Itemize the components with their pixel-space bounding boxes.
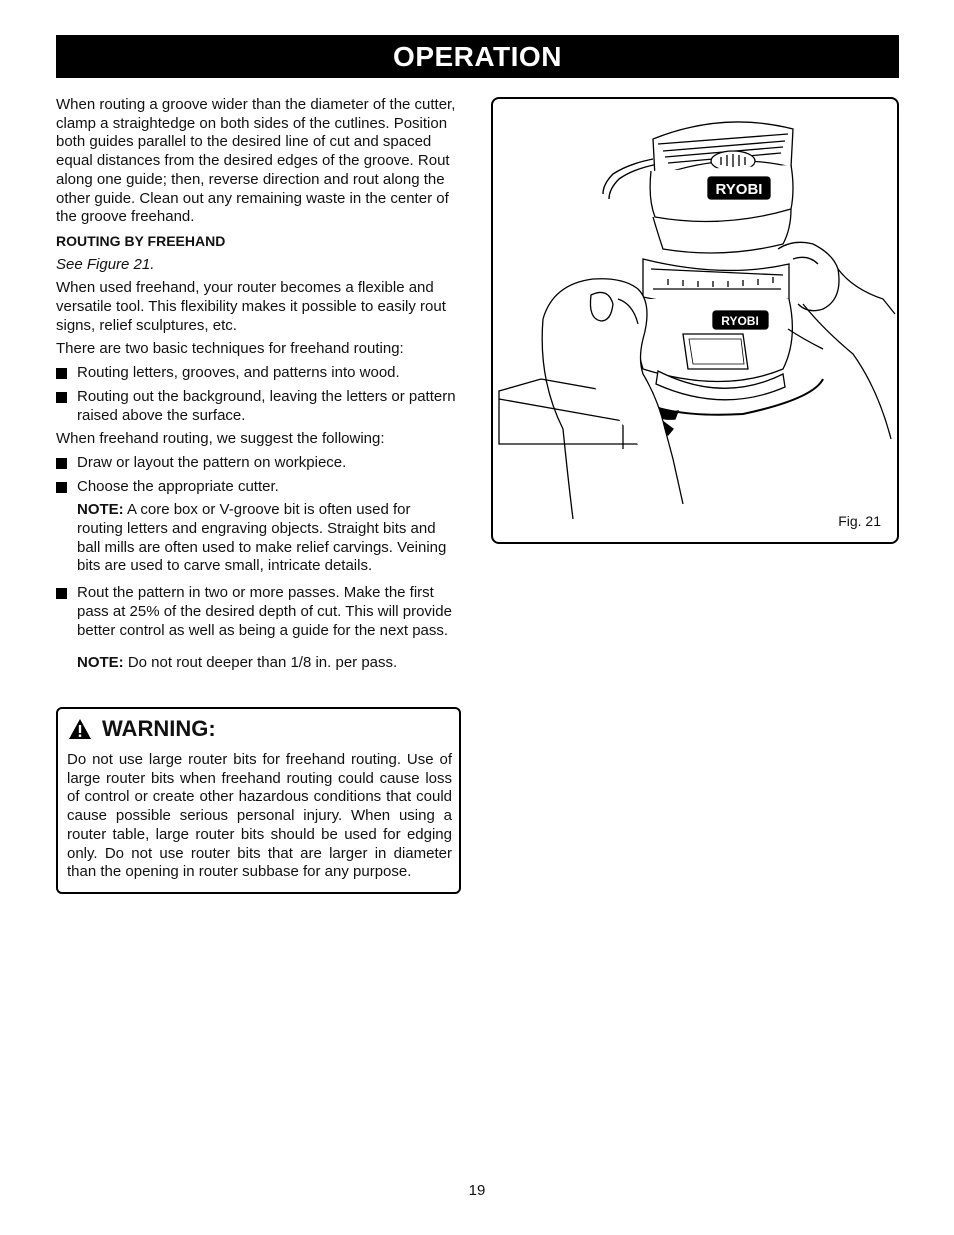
suggestions-intro: When freehand routing, we suggest the following: <box>56 430 385 448</box>
bullet-square-icon <box>56 458 67 469</box>
router-illustration <box>493 99 897 542</box>
list-item: Draw or layout the pattern on workpiece. <box>56 454 456 473</box>
list-item: Routing letters, grooves, and patterns into wood. <box>56 364 456 383</box>
list-item: Choose the appropriate cutter. <box>56 478 456 497</box>
figure-reference: See Figure 21. <box>56 255 155 273</box>
list-item: Routing out the background, leaving the letters or pattern raised above the surface. <box>56 388 456 425</box>
techniques-intro: There are two basic techniques for freehand routing: <box>56 340 404 358</box>
bullet-square-icon <box>56 392 67 403</box>
warning-text: Do not use large router bits for freehand routing. Use of large router bits when freehand routing could cause loss of control or create other hazardous conditions that could cause possible serious personal injury. When using a router table, large router bits should be used for edging only. Do not use router bits that are larger in diameter than the opening in router subbase for any purpose. <box>67 751 452 881</box>
warning-title: WARNING: <box>102 716 216 741</box>
left-column <box>56 96 456 678</box>
warning-header <box>68 716 216 742</box>
page-number: 19 <box>468 1182 486 1199</box>
section-header-bar <box>56 35 899 78</box>
freehand-paragraph: When used freehand, your router becomes a flexible and versatile tool. This flexibility makes it possible to easily rout signs, relief sculptures, etc. <box>56 279 446 334</box>
intro-paragraph: When routing a groove wider than the diameter of the cutter, clamp a straightedge on both sides of the cutlines. Position both guides parallel to the desired line of cut and spaced equal distances from the desired edges of the groove. Rout along one guide; then, reverse direction and rout along the other guide. Clean out any remaining waste in the center of the groove freehand. <box>56 96 456 226</box>
figure-caption: Fig. 21 <box>838 513 881 529</box>
section-title: OPERATION <box>393 41 562 72</box>
list-item: Rout the pattern in two or more passes. Make the first pass at 25% of the desired depth of cut. This will provide better control as well as being a guide for the next pass. <box>56 584 456 640</box>
figure-21-box <box>491 97 899 544</box>
note-bit-types: NOTE: A core box or V-groove bit is often used for routing letters and engraving objects. Straight bits and ball mills are often used to make relief carvings. Veining bits are used to carve small, intricate details. <box>77 501 447 575</box>
subsection-heading: ROUTING BY FREEHAND <box>56 232 226 249</box>
note-depth: NOTE: Do not rout deeper than 1/8 in. per pass. <box>77 654 398 672</box>
brand-label-top: RYOBI <box>715 181 763 198</box>
warning-box <box>56 707 461 894</box>
bullet-square-icon <box>56 482 67 493</box>
brand-label-base: RYOBI <box>721 314 759 328</box>
warning-triangle-icon <box>68 718 92 740</box>
bullet-square-icon <box>56 588 67 599</box>
bullet-square-icon <box>56 368 67 379</box>
